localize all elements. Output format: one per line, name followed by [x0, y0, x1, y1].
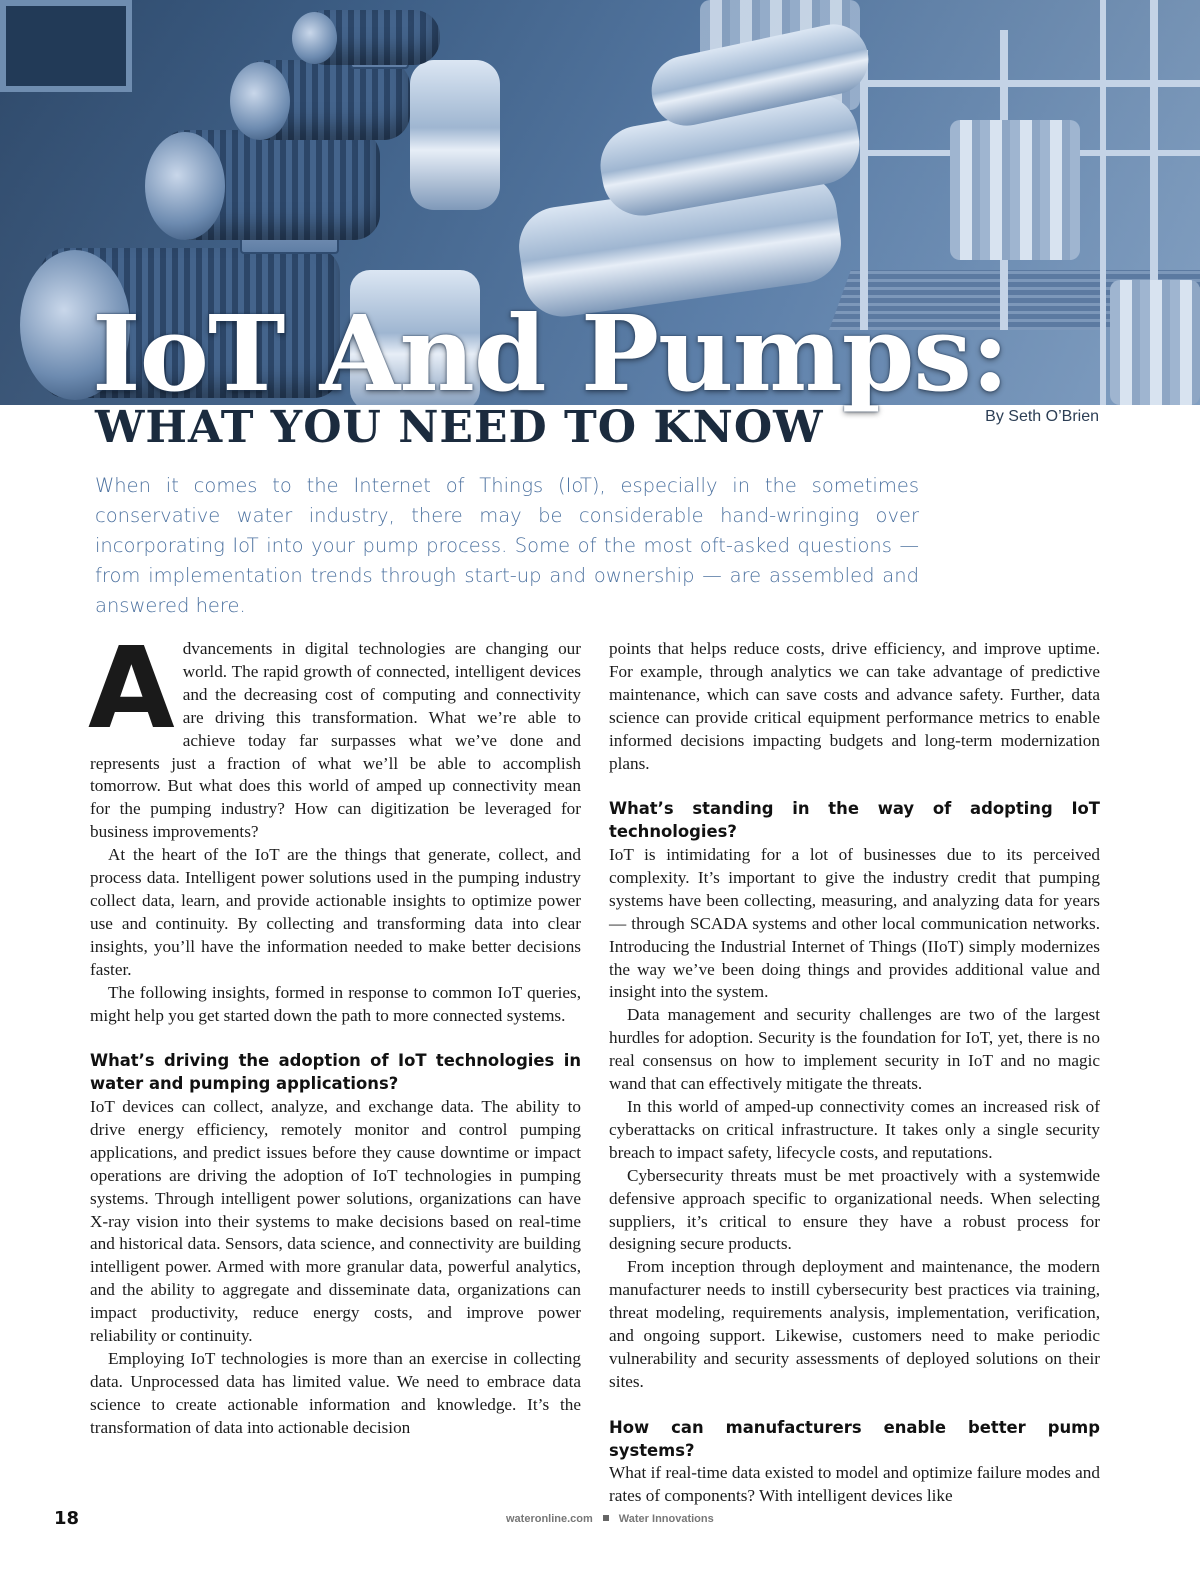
byline: By Seth O’Brien	[985, 408, 1099, 425]
page-number: 18	[54, 1508, 80, 1529]
section-heading: What’s standing in the way of adopting IoT technologies?	[609, 799, 1100, 842]
drop-cap: A	[88, 624, 175, 754]
article-title: IoT And Pumps:	[92, 292, 1009, 415]
separator-square-icon	[603, 1515, 609, 1521]
body-paragraph: IoT is intimidating for a lot of businesses due to its perceived complexity. It’s important to give the industry credit that pumping systems have been collecting, measuring, and analyzing data for years — through SCADA systems and other local communication networks. Introducing the Industrial Internet of Things (IIoT) simply modernizes the way we’ve been doing things and provides additional value and insight into the system.	[609, 845, 1100, 1002]
intro-paragraph	[88, 624, 581, 844]
body-paragraph: In this world of amped-up connectivity comes an increased risk of cyberattacks on critical infrastructure. It takes only a single security breach to impact safety, lifecycle costs, and reputations.	[609, 1097, 1100, 1162]
body-paragraph: Data management and security challenges are two of the largest hurdles for adoption. Security is the foundation for IoT, yet, there is no real consensus on how to implement security in IoT and no magic wand that can effectively mitigate the threats.	[609, 1005, 1100, 1094]
footer-publication: Water Innovations	[618, 1513, 714, 1525]
body-paragraph: From inception through deployment and maintenance, the modern manufacturer needs to instill cybersecurity best practices via training, threat modeling, requirements analysis, implementation, verification, and ongoing support. Likewise, customers need to make periodic vulnerability and security assessments of deployed solutions on their sites.	[609, 1257, 1100, 1391]
window	[0, 0, 132, 92]
intro-text: dvancements in digital technologies are changing our world. The rapid growth of connected, intelligent devices and the decreasing cost of computing and connectivity are driving this transformation. What we’re able to achieve today far surpasses what we’ve done and represents just a fraction of what we’ll be able to accomplish tomorrow. But what does this world of amped up connectivity mean for the pumping industry? How can digitization be leveraged for business improvements?	[90, 639, 581, 842]
page-footer	[506, 1513, 714, 1525]
left-column	[88, 624, 581, 1440]
article-subtitle: WHAT YOU NEED TO KNOW	[95, 402, 824, 453]
body-paragraph: Cybersecurity threats must be met proactively with a systemwide defensive approach specific to organizational needs. When selecting suppliers, it’s critical to ensure they have a robust process for designing secure products.	[609, 1165, 1100, 1254]
body-paragraph: Employing IoT technologies is more than an exercise in collecting data. Unprocessed data has limited value. We need to embrace data science to create actionable information and knowledge. It’s the transformation of data into actionable decision	[90, 1348, 581, 1437]
right-column	[609, 638, 1100, 1508]
section-heading: What’s driving the adoption of IoT technologies in water and pumping applications?	[90, 1051, 581, 1094]
body-paragraph: The following insights, formed in response to common IoT queries, might help you get started down the path to more connected systems.	[90, 982, 581, 1025]
body-paragraph: At the heart of the IoT are the things that generate, collect, and process data. Intelligent power solutions used in the pumping industry collect data, learn, and provide actionable insights to optimize power use and continuity. By collecting and transforming data into clear insights, you’ll have the information needed to make better decisions faster.	[90, 845, 581, 979]
footer-site: wateronline.com	[506, 1513, 593, 1525]
body-paragraph: IoT devices can collect, analyze, and exchange data. The ability to drive energy efficiency, remotely monitor and control pumping applications, and predict issues before they cause downtime or impact operations are driving the adoption of IoT technologies in pumping systems. Through intelligent power solutions, organizations can have X-ray vision into their systems to make decisions based on real-time and historical data. Sensors, data science, and connectivity are building intelligent power. Armed with more granular data, powerful analytics, and the ability to aggregate and disseminate data, organizations can impact productivity, reduce energy costs, and improve power reliability or continuity.	[90, 1097, 581, 1346]
article-deck: When it comes to the Internet of Things (IoT), especially in the sometimes conservative water industry, there may be considerable hand-wringing over incorporating IoT into your pump process. Some of the most oft-asked questions — from implementation trends through start-up and ownership — are assembled and answered here.	[95, 474, 919, 617]
body-paragraph: points that helps reduce costs, drive efficiency, and improve uptime. For example, through analytics we can take advantage of predictive maintenance, which can save costs and advance safety. Further, data science can provide critical equipment performance metrics to enable informed decisions impacting budgets and long-term modernization plans.	[609, 639, 1100, 773]
body-paragraph: What if real-time data existed to model and optimize failure modes and rates of components? With intelligent devices like	[609, 1463, 1100, 1506]
section-heading: How can manufacturers enable better pump systems?	[609, 1417, 1100, 1460]
